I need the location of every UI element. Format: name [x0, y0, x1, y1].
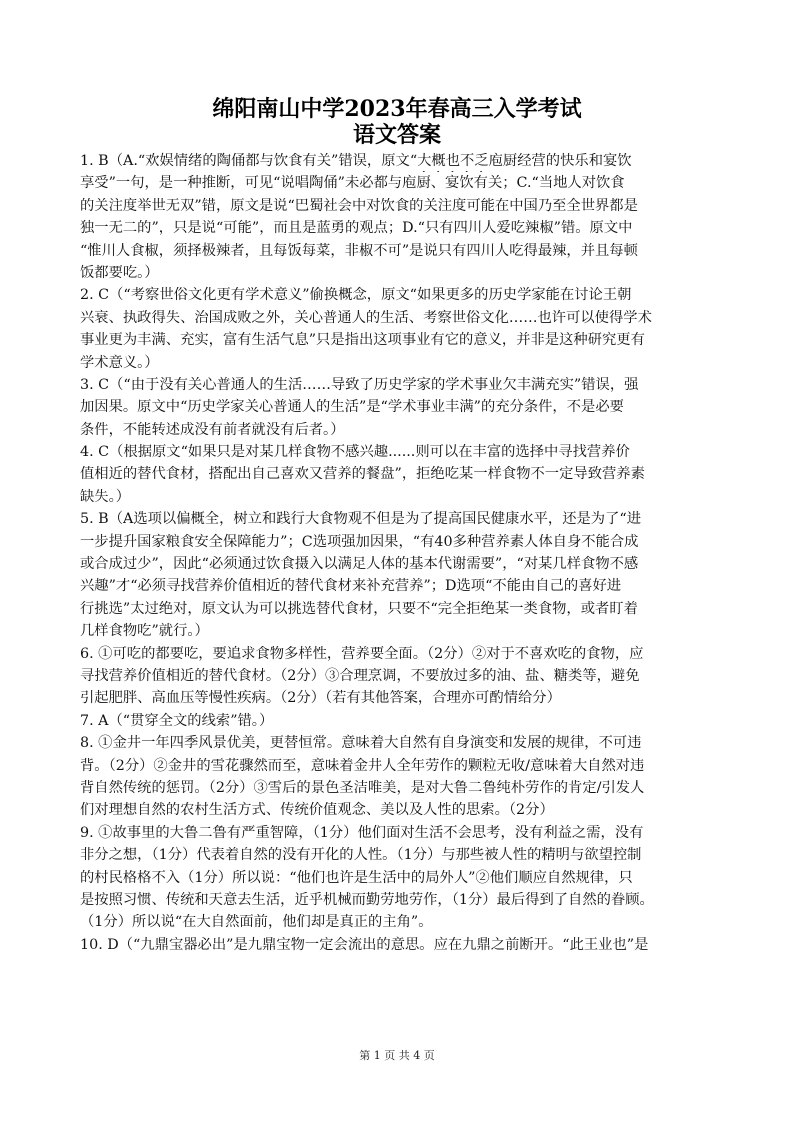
answer-line: 享受”一句，是一种推断，可见“说唱陶俑”未必都与庖厨、宴饮有关；C.“当地人对饮食	[80, 175, 625, 192]
answer-line: 学术意义。）	[80, 354, 159, 371]
answer-line: 的关注度举世无双”错，原文是说“巴蜀社会中对饮食的关注度可能在中国乃至全世界都是	[80, 197, 638, 214]
answer-line: 引起肥胖、高血压等慢性疾病。（2分）（若有其他答案，合理亦可酌情给分）	[80, 690, 561, 707]
answer-line: 背。（2分）②金井的雪花骤然而至，意味着金井人全年劳作的颗粒无收/意味着大自然对违	[80, 757, 645, 774]
emphasized-text: 大概也不乏	[417, 153, 489, 169]
answer-line: 3. C（“由于没有关心普通人的生活……导致了历史学家的学术事业欠丰满充实”错误，强	[80, 376, 639, 393]
document-subtitle: 语文答案	[352, 122, 441, 148]
answer-line: 10. D（“九鼎宝器必出”是九鼎宝物一定会流出的意思。应在九鼎之前断开。“此王业也”是	[80, 936, 649, 953]
answer-line: 的村民格格不入（1分）所以说：“他们也许是生活中的局外人”②他们顺应自然规律，只	[80, 869, 633, 886]
answer-line: 是按照习惯、传统和天意去生活，近乎机械而勤劳地劳作，（1分）最后得到了自然的眷顾。	[80, 891, 654, 908]
page-number: 第 1 页 共 4 页	[359, 1049, 435, 1062]
answer-line: 6. ①可吃的都要吃，要追求食物多样性，营养要全面。（2分）②对于不喜欢吃的食物，应	[80, 645, 644, 662]
answer-line: 几样食物吃”就行。）	[80, 623, 209, 640]
answer-line: 兴衰、执政得失、治国成败之外，关心普通人的生活、考察世俗文化……也许可以使得学术	[80, 309, 652, 326]
answer-text: 庖厨经营的快乐和宴饮	[488, 153, 632, 169]
answer-line: 寻找营养价值相近的替代食材。（2分）③合理烹调，不要放过多的油、盐、糖类等，避免	[80, 667, 640, 684]
answer-line: 一步提升国家粮食安全保障能力”；C选项强加因果，“有40多种营养素人体自身不能合成	[80, 533, 639, 550]
answer-line: 背自然传统的惩罚。（2分）③雪后的景色圣洁唯美，是对大鲁二鲁纯朴劳作的肯定/引发人	[80, 779, 645, 796]
answer-line: 或合成过少”，因此“必须通过饮食摄入以满足人体的基本代谢需要”，“对某几样食物不感	[80, 556, 639, 573]
answer-line: 们对理想自然的农村生活方式、传统价值观念、美以及人性的思索。（2分）	[80, 802, 554, 819]
answer-line: 独一无二的”，只是说“可能”，而且是蓝勇的观点；D.“只有四川人爱吃辣椒”错。原文中	[80, 220, 633, 237]
answer-line: 5. B（A选项以偏概全，树立和践行大食物观不但是为了提高国民健康水平，还是为了“进	[80, 511, 642, 528]
answer-line	[80, 150, 720, 172]
answer-line: 8. ①金井一年四季风景优美，更替恒常。意味着大自然有自身演变和发展的规律，不可违	[80, 735, 642, 752]
answer-body	[80, 150, 720, 956]
answer-line: 条件，不能转述成没有前者就没有后者。）	[80, 421, 345, 438]
answer-line: 值相近的替代食材，搭配出自己喜欢又营养的餐盘”，拒绝吃某一样食物不一定导致营养素	[80, 466, 645, 483]
answer-line: 2. C（“考察世俗文化更有学术意义”偷换概念，原文“如果更多的历史学家能在讨论王朝	[80, 287, 632, 304]
answer-line: 饭都要吃。）	[80, 264, 159, 281]
answer-line: 缺失。）	[80, 488, 131, 505]
answer-line: 9. ①故事里的大鲁二鲁有严重智障，（1分）他们面对生活不会思考，没有利益之需，没有	[80, 824, 644, 841]
answer-line: 行挑选”太过绝对，原文认为可以挑选替代食材，只要不“完全拒绝某一类食物，或者盯着	[80, 600, 638, 617]
answer-line: 非分之想，（1分）代表着自然的没有开化的人性。（1分）与那些被人性的精明与欲望控制	[80, 847, 642, 864]
answer-line: “惟川人食椒，须择极辣者，且每饭每菜，非椒不可”是说只有四川人吃得最辣，并且每顿	[80, 242, 638, 259]
answer-line: 4. C（根据原文“如果只是对某几样食物不感兴趣......则可以在丰富的选择中寻找营养价	[80, 444, 630, 461]
document-title: 绵阳南山中学2023年春高三入学考试	[212, 96, 582, 122]
answer-line: （1分）所以说“在大自然面前，他们却是真正的主角”。	[80, 914, 433, 931]
answer-line: 兴趣”才“必须寻找营养价值相近的替代食材来补充营养”；D选项“不能由自己的喜好进	[80, 578, 622, 595]
answer-line: 加因果。原文中“历史学家关心普通人的生活”是“学术事业丰满”的充分条件，不是必要	[80, 399, 624, 416]
answer-line: 7. A（“贯穿全文的线索”错。）	[80, 712, 274, 729]
answer-line: 事业更为丰满、充实，富有生活气息”只是指出这项事业有它的意义，并非是这种研究更有	[80, 332, 645, 349]
answer-text: 1. B（A.“欢娱情绪的陶俑都与饮食有关”错误，原文“	[80, 153, 418, 169]
